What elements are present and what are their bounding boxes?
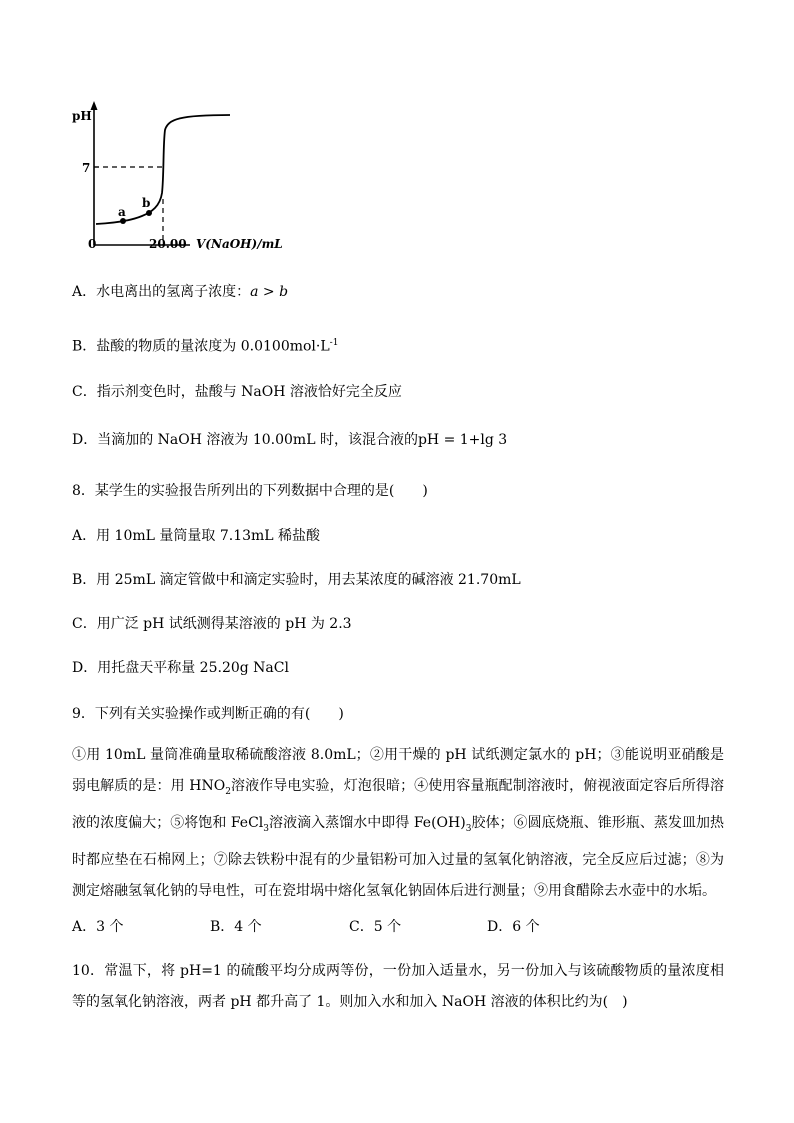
q7-option-d (72, 430, 507, 450)
q7-option-d-text: D．当滴加的 NaOH 溶液为 10.00mL 时，该混合液的 (72, 432, 418, 448)
titration-curve-figure (70, 95, 310, 255)
origin-label: 0 (88, 237, 97, 251)
q9-option-d: D．6 个 (487, 919, 540, 935)
q8-option-a: A．用 10mL 量筒量取 7.13mL 稀盐酸 (72, 528, 321, 544)
q7-option-d-math: pH = 1+lg 3 (417, 432, 508, 448)
y-tick-label-7: 7 (82, 161, 91, 175)
point-b-label: b (142, 196, 151, 210)
point-b-marker (146, 210, 152, 216)
q9-stem: 9．下列有关实验操作或判断正确的有( ) (72, 706, 344, 722)
q8-option-d: D．用托盘天平称量 25.20g NaCl (72, 660, 289, 676)
q9-text-1: ①用 10mL 量筒准确量取稀硫酸溶液 8.0mL；②用干燥的 pH 试纸测定氯水的 pH；③能说明亚硝酸是弱电解质的是：用 HNO (72, 747, 724, 794)
point-a-label: a (118, 205, 126, 219)
q9-option-b: B．4 个 (210, 919, 262, 935)
q7-option-a (72, 282, 288, 302)
q8-option-c: C．用广泛 pH 试纸测得某溶液的 pH 为 2.3 (72, 616, 352, 632)
titration-curve (96, 115, 230, 224)
q8-stem: 8．某学生的实验报告所列出的下列数据中合理的是( ) (72, 483, 428, 499)
q9-text-3: 溶液滴入蒸馏水中即得 Fe(OH) (269, 814, 466, 831)
q9-option-c: C．5 个 (349, 919, 402, 935)
q7-option-b-sup: -1 (329, 338, 339, 348)
q9-text-4: 胶体；⑥圆底烧瓶、锥形瓶、蒸发皿加热时都应垫在石棉网上；⑦除去铁粉中混有的少量铝粉可加入过量的氢氧化钠溶液，完全反应后过滤；⑧为测定熔融氢氧化钠的导电性，可在瓷坩埚中熔化氢氧化钠固体后进行测量；⑨用食醋除去水壶中的水垢。 (72, 814, 725, 899)
q7-option-a-math: a > b (250, 284, 289, 300)
q9-text-2: 溶液作导电实验，灯泡很暗；④使用容量瓶配制溶液时，俯视液面定容后所得溶液的浓度偏大；⑤将饱和 FeCl (72, 778, 725, 831)
x-axis-label: V(NaOH)/mL (196, 237, 283, 251)
q7-option-a-text: A．水电离出的氢离子浓度： (72, 284, 251, 300)
q9-options (72, 917, 540, 937)
q10-stem: 10．常温下，将 pH=1 的硫酸平均分成两等份，一份加入适量水，另一份加入与该硫酸物质的量浓度相等的氢氧化钠溶液，两者 pH 都升高了 1。则加入水和加入 NaOH 溶液的体积比约为( ) (72, 963, 724, 1010)
q7-option-b-text: B．盐酸的物质的量浓度为 0.0100mol·L (72, 338, 330, 355)
q9-option-a: A．3 个 (72, 919, 124, 935)
q7-option-b (72, 333, 338, 357)
q9-sub-3: 3 (465, 823, 472, 834)
q9-statements (72, 740, 724, 907)
q9-sub-1: 2 (225, 786, 231, 797)
q9-sub-2: 3 (263, 823, 269, 834)
q8-option-b: B．用 25mL 滴定管做中和滴定实验时，用去某浓度的碱溶液 21.70mL (72, 572, 521, 588)
q7-option-c-text: C．指示剂变色时，盐酸与 NaOH 溶液恰好完全反应 (72, 384, 402, 400)
q7-option-c (72, 382, 402, 402)
y-axis-label: pH (72, 109, 92, 123)
x-tick-label: 20.00 (149, 237, 187, 251)
